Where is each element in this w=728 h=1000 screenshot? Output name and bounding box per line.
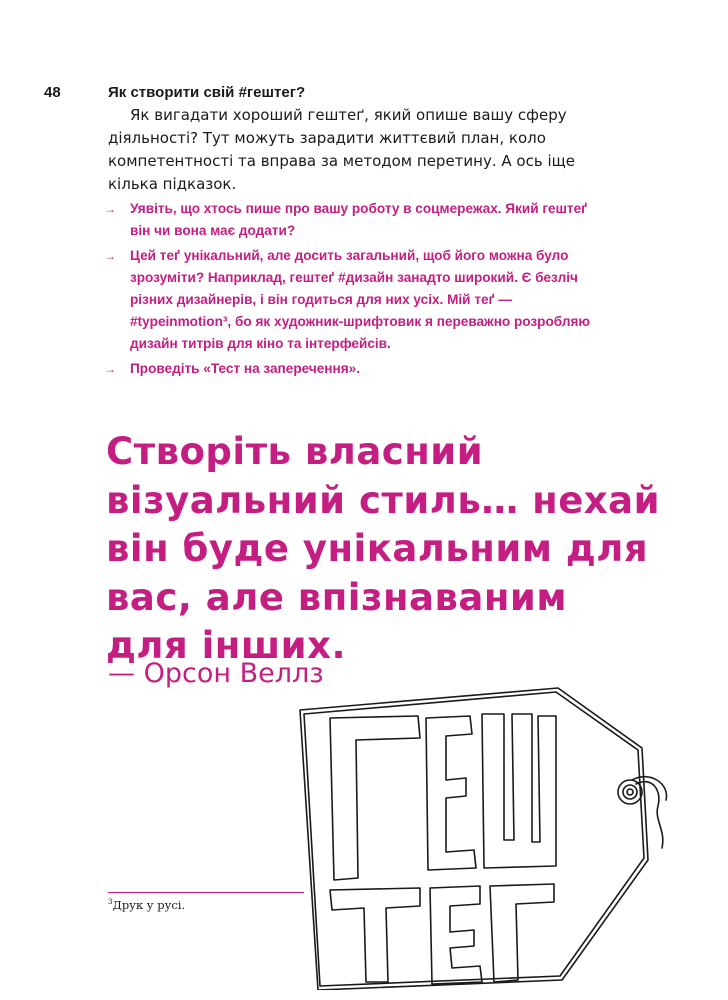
footnote-rule <box>108 892 304 893</box>
tip-item <box>104 358 600 380</box>
quote-line: вас, але впізнаваним <box>106 575 568 619</box>
hashtag-label-tag-drawing <box>290 680 690 990</box>
arrow-right-icon: → <box>104 249 116 263</box>
tip-item <box>104 198 600 242</box>
quote-author: — Орсон Веллз <box>108 658 324 689</box>
quote-line: для інших. <box>106 624 347 667</box>
footnote-mark: 3 <box>108 898 113 907</box>
footnote-text: Друк у русі. <box>112 898 186 912</box>
arrow-right-icon: → <box>104 202 116 216</box>
tip-text: Уявіть, що хтось пише про вашу роботу в соцмережах. Який гештеґ він чи вона має додати? <box>130 201 588 238</box>
quote-line: він буде унікальним для <box>106 527 649 570</box>
tips-list <box>104 198 600 383</box>
tip-text: Проведіть «Тест на заперечення». <box>130 361 360 376</box>
footnote <box>108 898 185 912</box>
tip-text: Цей теґ унікальний, але досить загальний, щоб його можна було зрозуміти? Наприклад, гештеґ #дизайн занадто широкий. Є безліч різних дизайнерів, і він годиться для них усіх. Мій теґ — #typeinmotion³, бо як художник-шрифтовик я переважно розробляю дизайн титрів для кіно та інтерфейсів. <box>130 248 591 351</box>
section-heading: Як створити свій #гештег? <box>108 84 306 101</box>
pull-quote <box>106 428 661 671</box>
quote-line: візуальний стиль… нехай <box>106 478 661 522</box>
arrow-right-icon: → <box>104 362 116 376</box>
tip-item <box>104 245 600 355</box>
intro-paragraph: Як вигадати хороший гештеґ, який опише вашу сферу діяльності? Тут можуть зарадити життєвий план, коло компетентності та вправа за методом перетину. А ось іще кілька підказок. <box>108 106 575 193</box>
quote-line: Створіть власний <box>106 430 484 473</box>
page-number: 48 <box>44 84 61 101</box>
